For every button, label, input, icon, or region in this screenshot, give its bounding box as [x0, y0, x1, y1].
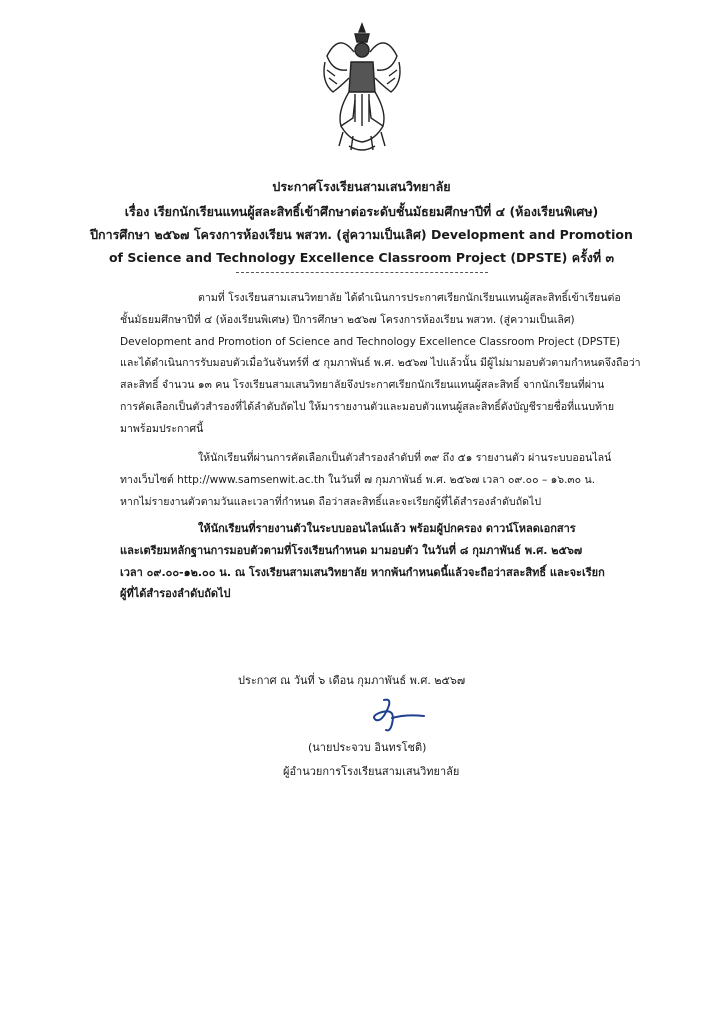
paragraph-line: ตามที่ โรงเรียนสามเสนวิทยาลัย ได้ดำเนินการประกาศเรียกนักเรียนแทนผู้สละสิทธิ์เข้าเรียนต่อ	[198, 292, 621, 304]
document-subject: เรื่อง เรียกนักเรียนแทนผู้สละสิทธิ์เข้าศึกษาต่อระดับชั้นมัธยมศึกษาปีที่ ๔ (ห้องเรียนพิเศษ)	[124, 204, 599, 219]
paragraph-enrollment	[120, 518, 620, 605]
title-divider	[236, 272, 488, 273]
paragraph-line: ให้นักเรียนที่รายงานตัวในระบบออนไลน์แล้ว พร้อมผู้ปกครอง ดาวน์โหลดเอกสาร	[198, 522, 576, 535]
paragraph-line: หากไม่รายงานตัวตามวันและเวลาที่กำหนด ถือว่าสละสิทธิ์และจะเรียกผู้ที่ได้สำรองลำดับถัดไป	[120, 495, 542, 508]
paragraph-line: ชั้นมัธยมศึกษาปีที่ ๔ (ห้องเรียนพิเศษ) ปีการศึกษา ๒๕๖๗ โครงการห้องเรียน พสวท. (สู่ความเป็นเลิศ)	[120, 313, 575, 326]
document-subject-line2: ปีการศึกษา ๒๕๖๗ โครงการห้องเรียน พสวท. (สู่ความเป็นเลิศ) Development and Promotion	[90, 227, 633, 242]
signer-name: (นายประจวบ อินทรโชติ)	[308, 741, 427, 754]
paragraph-line: การคัดเลือกเป็นตัวสำรองที่ได้ลำดับถัดไป ให้มารายงานตัวและมอบตัวแทนผู้สละสิทธิ์ดังบัญชีรายชื่อที่แนบท้าย	[120, 400, 615, 413]
document-title: ประกาศโรงเรียนสามเสนวิทยาลัย	[272, 179, 451, 194]
handwritten-signature	[362, 696, 432, 736]
paragraph-line: ผู้ที่ได้สำรองลำดับถัดไป	[120, 587, 231, 601]
paragraph-online-report	[120, 448, 620, 513]
signer-position: ผู้อำนวยการโรงเรียนสามเสนวิทยาลัย	[283, 765, 460, 778]
announcement-date: ประกาศ ณ วันที่ ๖ เดือน กุมภาพันธ์ พ.ศ. ๒๕๖๗	[238, 674, 466, 687]
paragraph-line: ให้นักเรียนที่ผ่านการคัดเลือกเป็นตัวสำรองลำดับที่ ๓๙ ถึง ๕๑ รายงานตัว ผ่านระบบออนไลน์	[198, 452, 612, 464]
paragraph-line: มาพร้อมประกาศนี้	[120, 422, 204, 435]
garuda-emblem-icon	[319, 22, 405, 156]
paragraph-announcement	[120, 288, 641, 441]
paragraph-line: สละสิทธิ์ จำนวน ๑๓ คน โรงเรียนสามเสนวิทยาลัยจึงประกาศเรียกนักเรียนแทนผู้สละสิทธิ์ จากนักเรียนที่ผ่าน	[120, 379, 605, 392]
paragraph-line: และได้ดำเนินการรับมอบตัวเมื่อวันจันทร์ที่ ๕ กุมภาพันธ์ พ.ศ. ๒๕๖๗ ไปแล้วนั้น มีผู้ไม่มามอบตัวตามกำหนดจึงถือว่า	[120, 357, 641, 370]
paragraph-line: Development and Promotion of Science and Technology Excellence Classroom Project (DPSTE)	[120, 335, 621, 348]
paragraph-line: เวลา ๐๙.๐๐-๑๒.๐๐ น. ณ โรงเรียนสามเสนวิทยาลัย หากพ้นกำหนดนี้แล้วจะถือว่าสละสิทธิ์ และจะเรียก	[120, 565, 605, 579]
paragraph-line: และเตรียมหลักฐานการมอบตัวตามที่โรงเรียนกำหนด มามอบตัว ในวันที่ ๘ กุมภาพันธ์ พ.ศ. ๒๕๖๗	[120, 543, 583, 557]
paragraph-line: ทางเว็บไซต์ http://www.samsenwit.ac.th ในวันที่ ๗ กุมภาพันธ์ พ.ศ. ๒๕๖๗ เวลา ๐๙.๐๐ – ๑๖.๓๐ น.	[120, 473, 596, 486]
document-subject-line3: of Science and Technology Excellence Classroom Project (DPSTE) ครั้งที่ ๓	[108, 250, 615, 265]
